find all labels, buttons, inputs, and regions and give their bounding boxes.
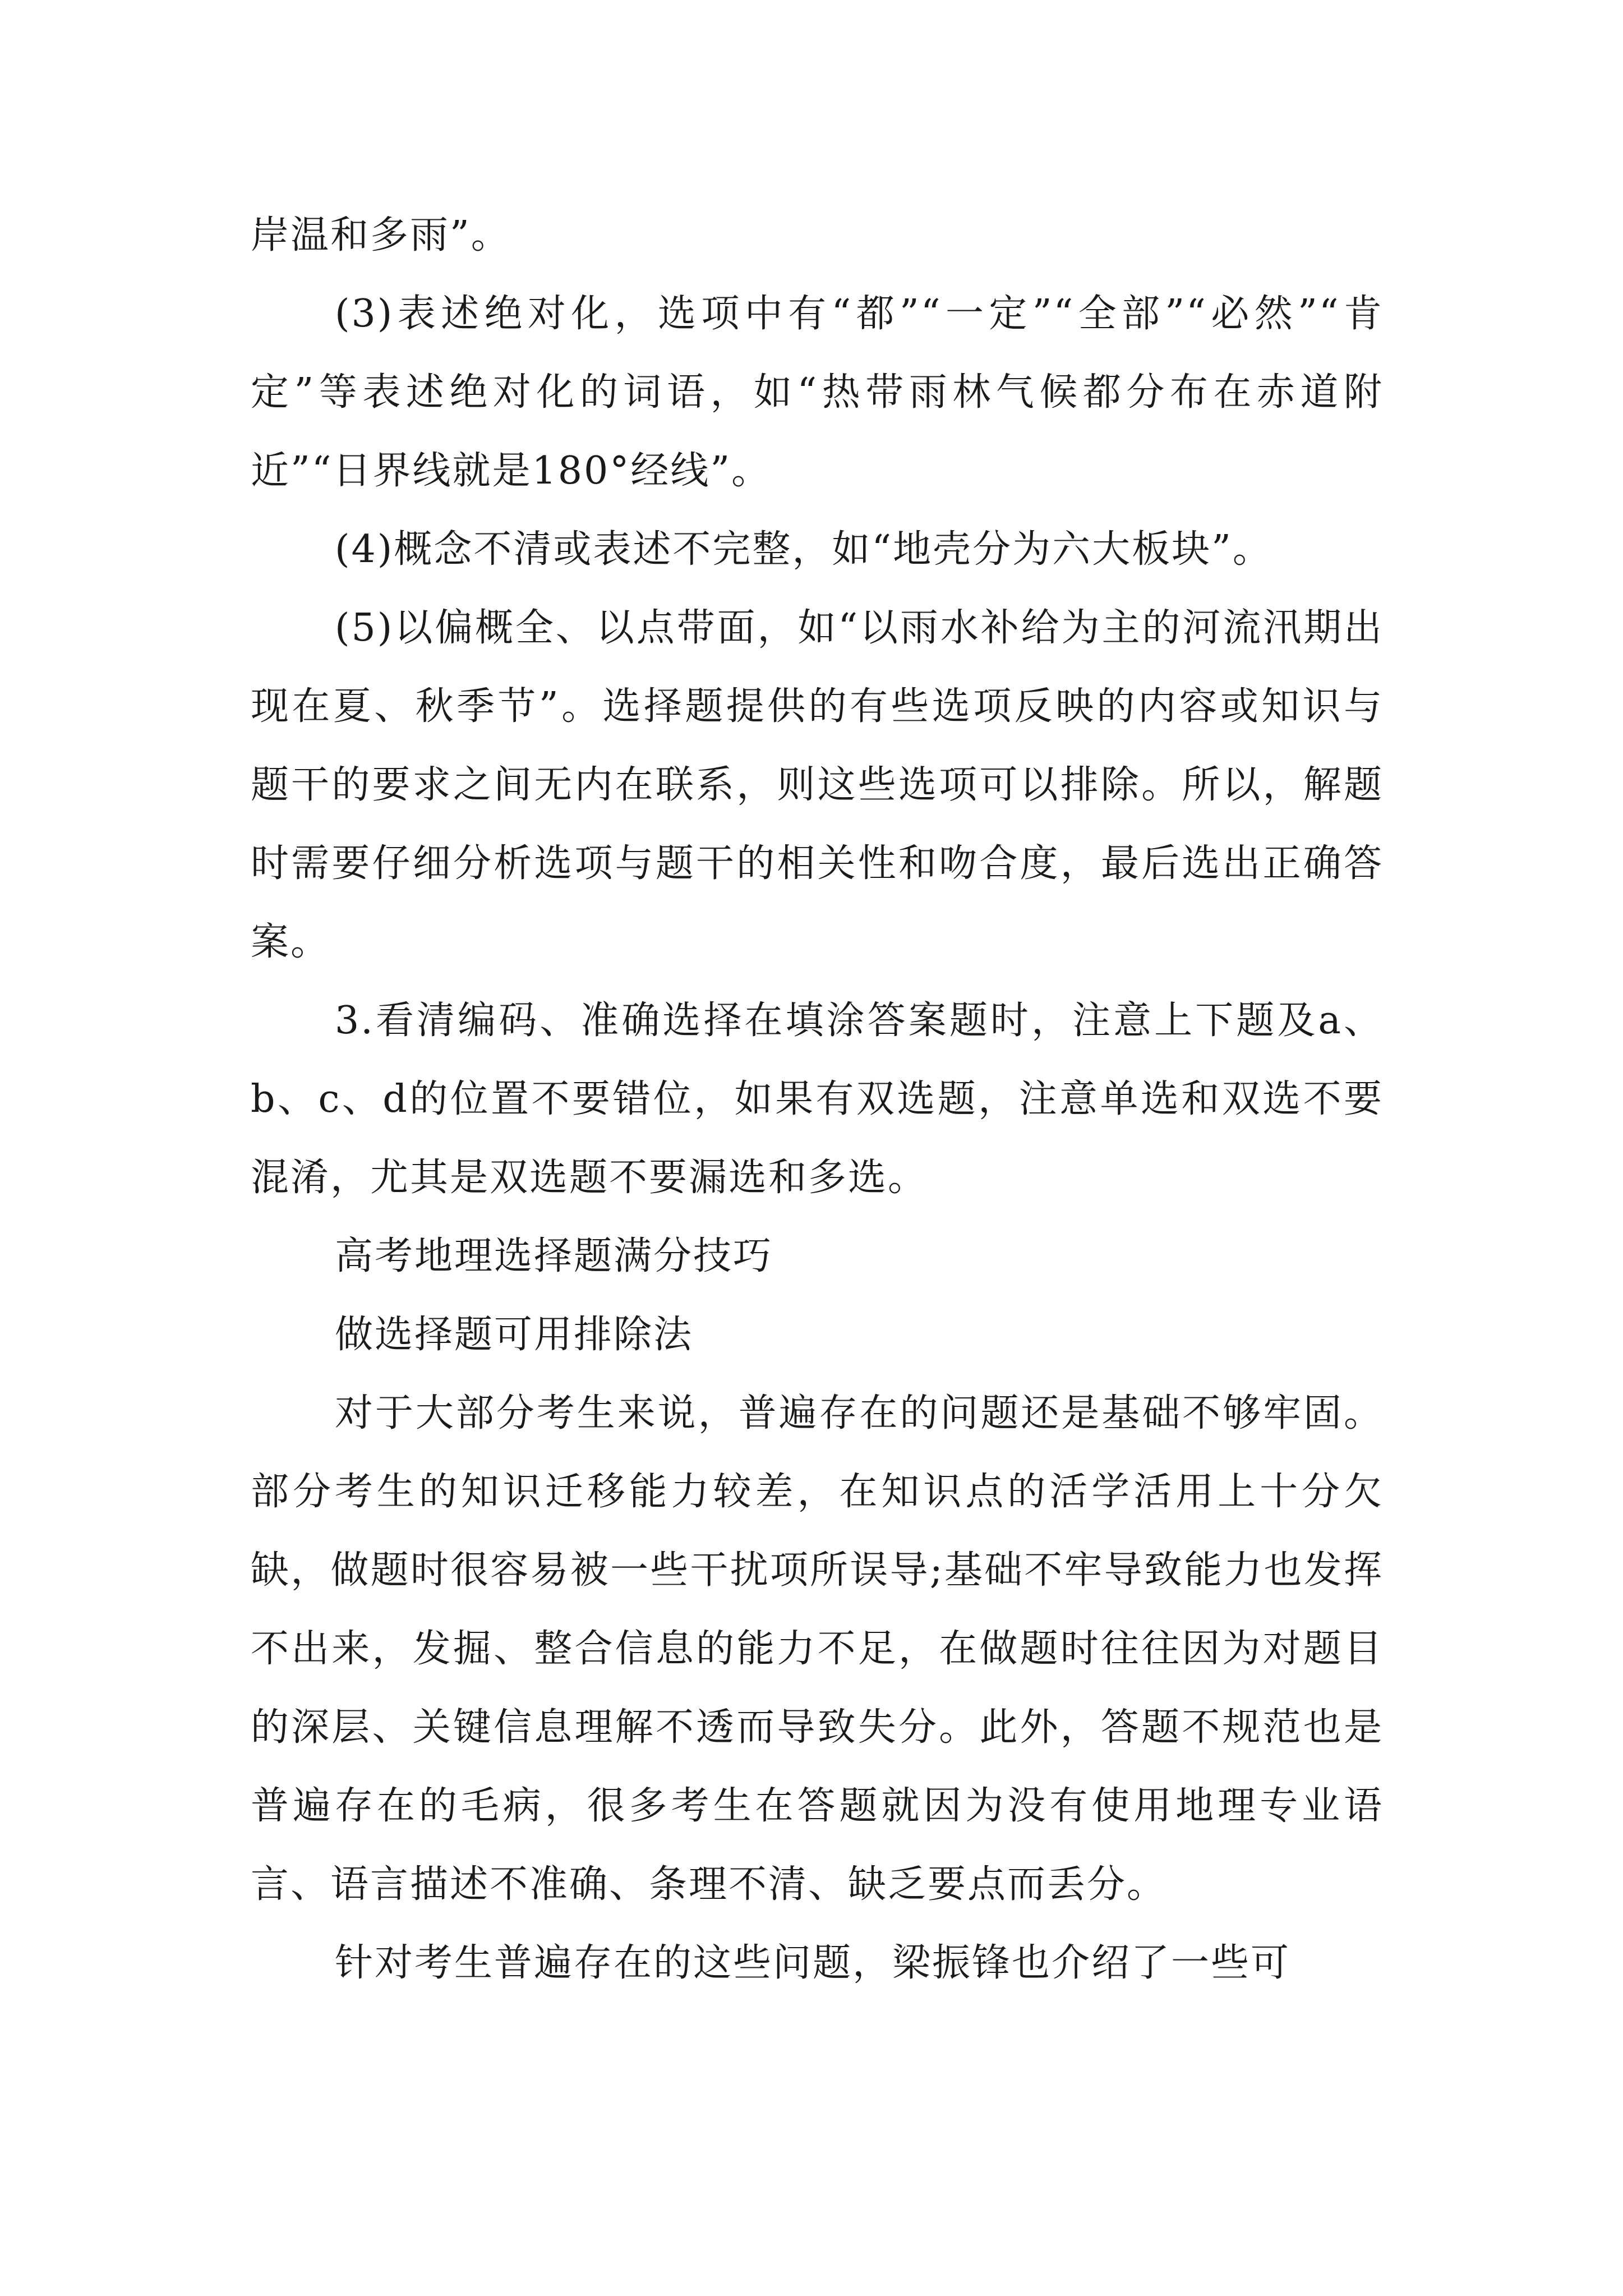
- paragraph-5: 3.看清编码、准确选择在填涂答案题时，注意上下题及a、b、c、d的位置不要错位，如果有双选题，注意单选和双选不要混淆，尤其是双选题不要漏选和多选。: [251, 999, 1384, 1200]
- paragraph-2: (3)表述绝对化，选项中有“都”“一定”“全部”“必然”“肯定”等表述绝对化的词语，如“热带雨林气候都分布在赤道附近”“日界线就是180°经线”。: [251, 292, 1384, 493]
- paragraph-1: 岸温和多雨”。: [251, 213, 511, 257]
- subsection-heading: 做选择题可用排除法: [335, 1313, 694, 1357]
- paragraph-4: (5)以偏概全、以点带面，如“以雨水补给为主的河流汛期出现在夏、秋季节”。选择题提供的有些选项反映的内容或知识与题干的要求之间无内在联系，则这些选项可以排除。所以，解题时需要仔细分析选项与题干的相关性和吻合度，最后选出正确答案。: [251, 606, 1384, 964]
- paragraph-8: 对于大部分考生来说，普遍存在的问题还是基础不够牢固。部分考生的知识迁移能力较差，在知识点的活学活用上十分欠缺，做题时很容易被一些干扰项所误导;基础不牢导致能力也发挥不出来，发掘、整合信息的能力不足，在做题时往往因为对题目的深层、关键信息理解不透而导致失分。此外，答题不规范也是普遍存在的毛病，很多考生在答题就因为没有使用地理专业语言、语言描述不准确、条理不清、缺乏要点而丢分。: [251, 1391, 1384, 1907]
- paragraph-3: (4)概念不清或表述不完整，如“地壳分为六大板块”。: [335, 527, 1272, 572]
- section-heading: 高考地理选择题满分技巧: [335, 1234, 773, 1278]
- document-body: [251, 196, 1384, 2003]
- paragraph-9: 针对考生普遍存在的这些问题，梁振锋也介绍了一些可: [335, 1941, 1291, 1985]
